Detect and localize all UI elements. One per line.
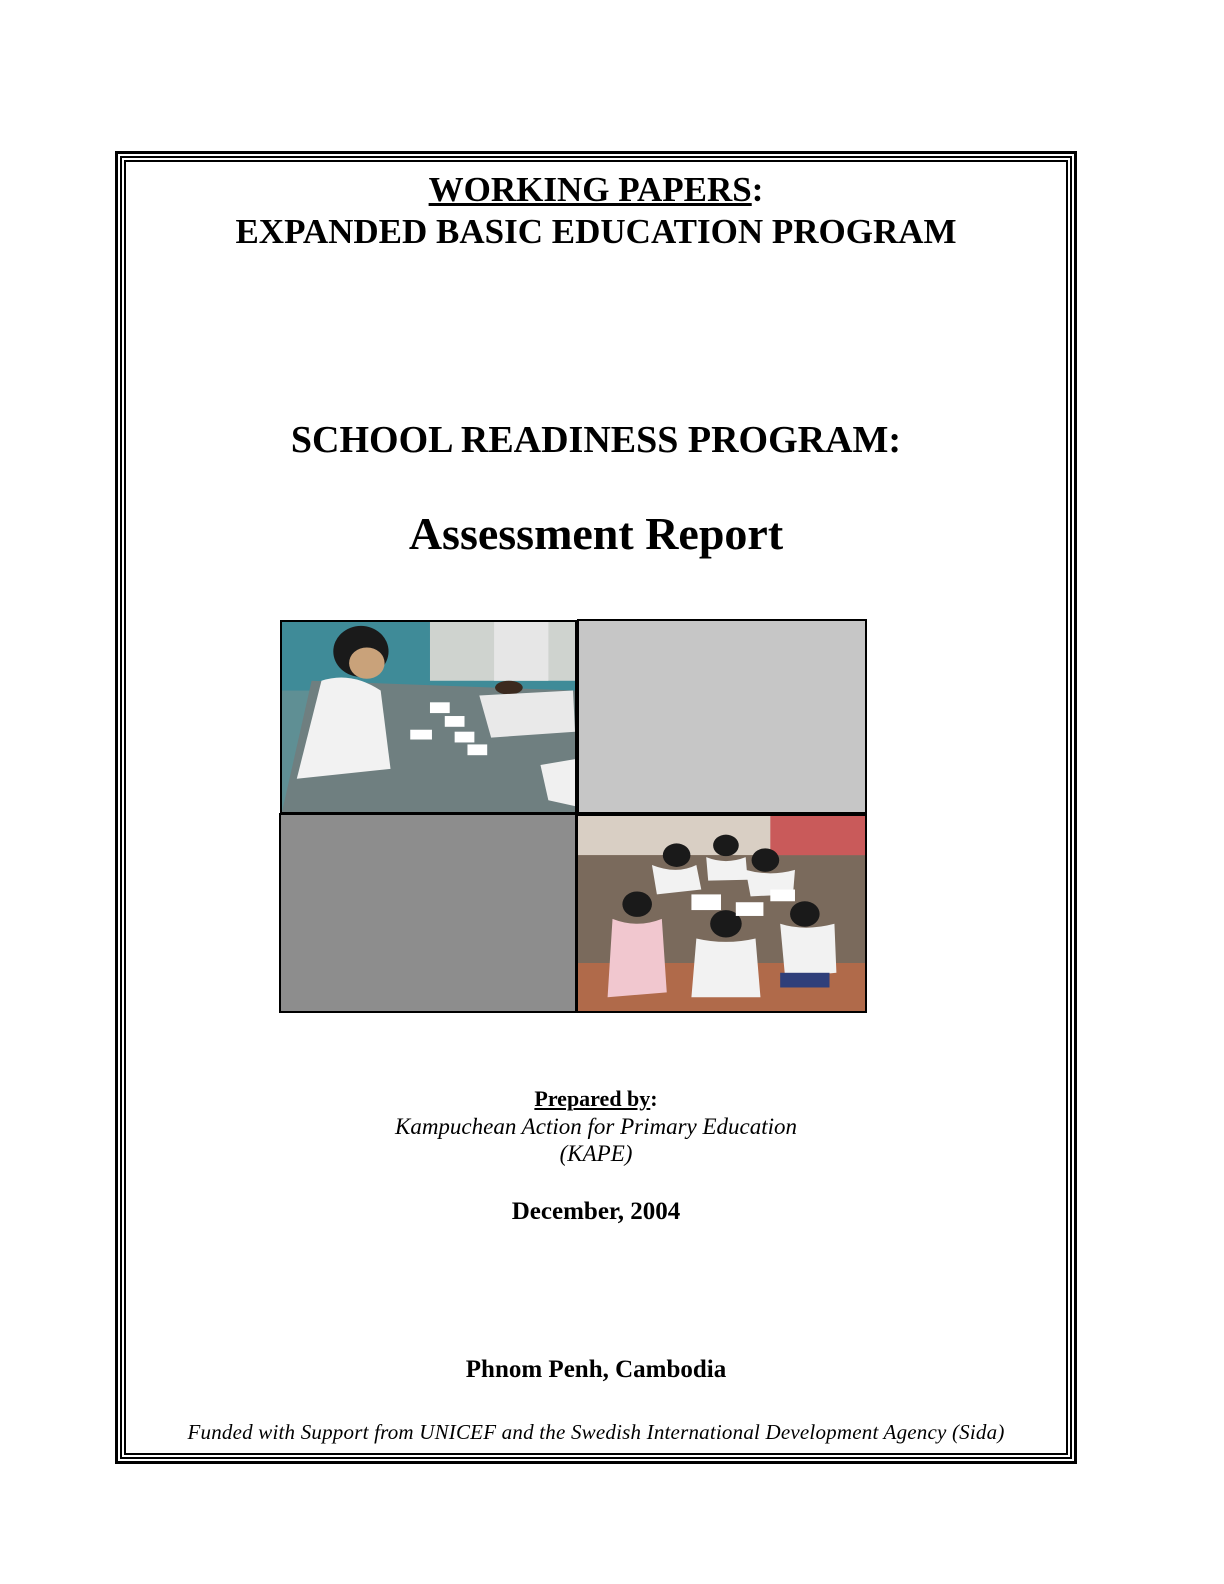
publication-place: Phnom Penh, Cambodia: [465, 1356, 727, 1383]
publication-date: December, 2004: [511, 1198, 681, 1225]
working-papers-heading: [124, 170, 1068, 210]
placeholder-grey-light: [577, 619, 867, 814]
program-heading: EXPANDED BASIC EDUCATION PROGRAM: [235, 212, 957, 251]
program-name-title: SCHOOL READINESS PROGRAM:: [290, 419, 902, 461]
funding-statement: Funded with Support from UNICEF and the Swedish International Development Agency (Sida): [187, 1420, 1005, 1444]
prepared-by-colon: :: [650, 1086, 658, 1111]
photo-child-with-cards: [280, 620, 577, 814]
organization-abbreviation: (KAPE): [559, 1141, 633, 1166]
report-title: Assessment Report: [408, 508, 784, 559]
photo-children-drawing: [576, 814, 867, 1013]
prepared-by-label: [124, 1086, 1068, 1112]
organization-name: Kampuchean Action for Primary Education: [394, 1114, 798, 1139]
working-papers-colon: :: [751, 170, 764, 209]
placeholder-grey-dark: [279, 813, 577, 1013]
prepared-by-text: Prepared by: [534, 1086, 651, 1111]
working-papers-label: WORKING PAPERS: [428, 170, 752, 209]
